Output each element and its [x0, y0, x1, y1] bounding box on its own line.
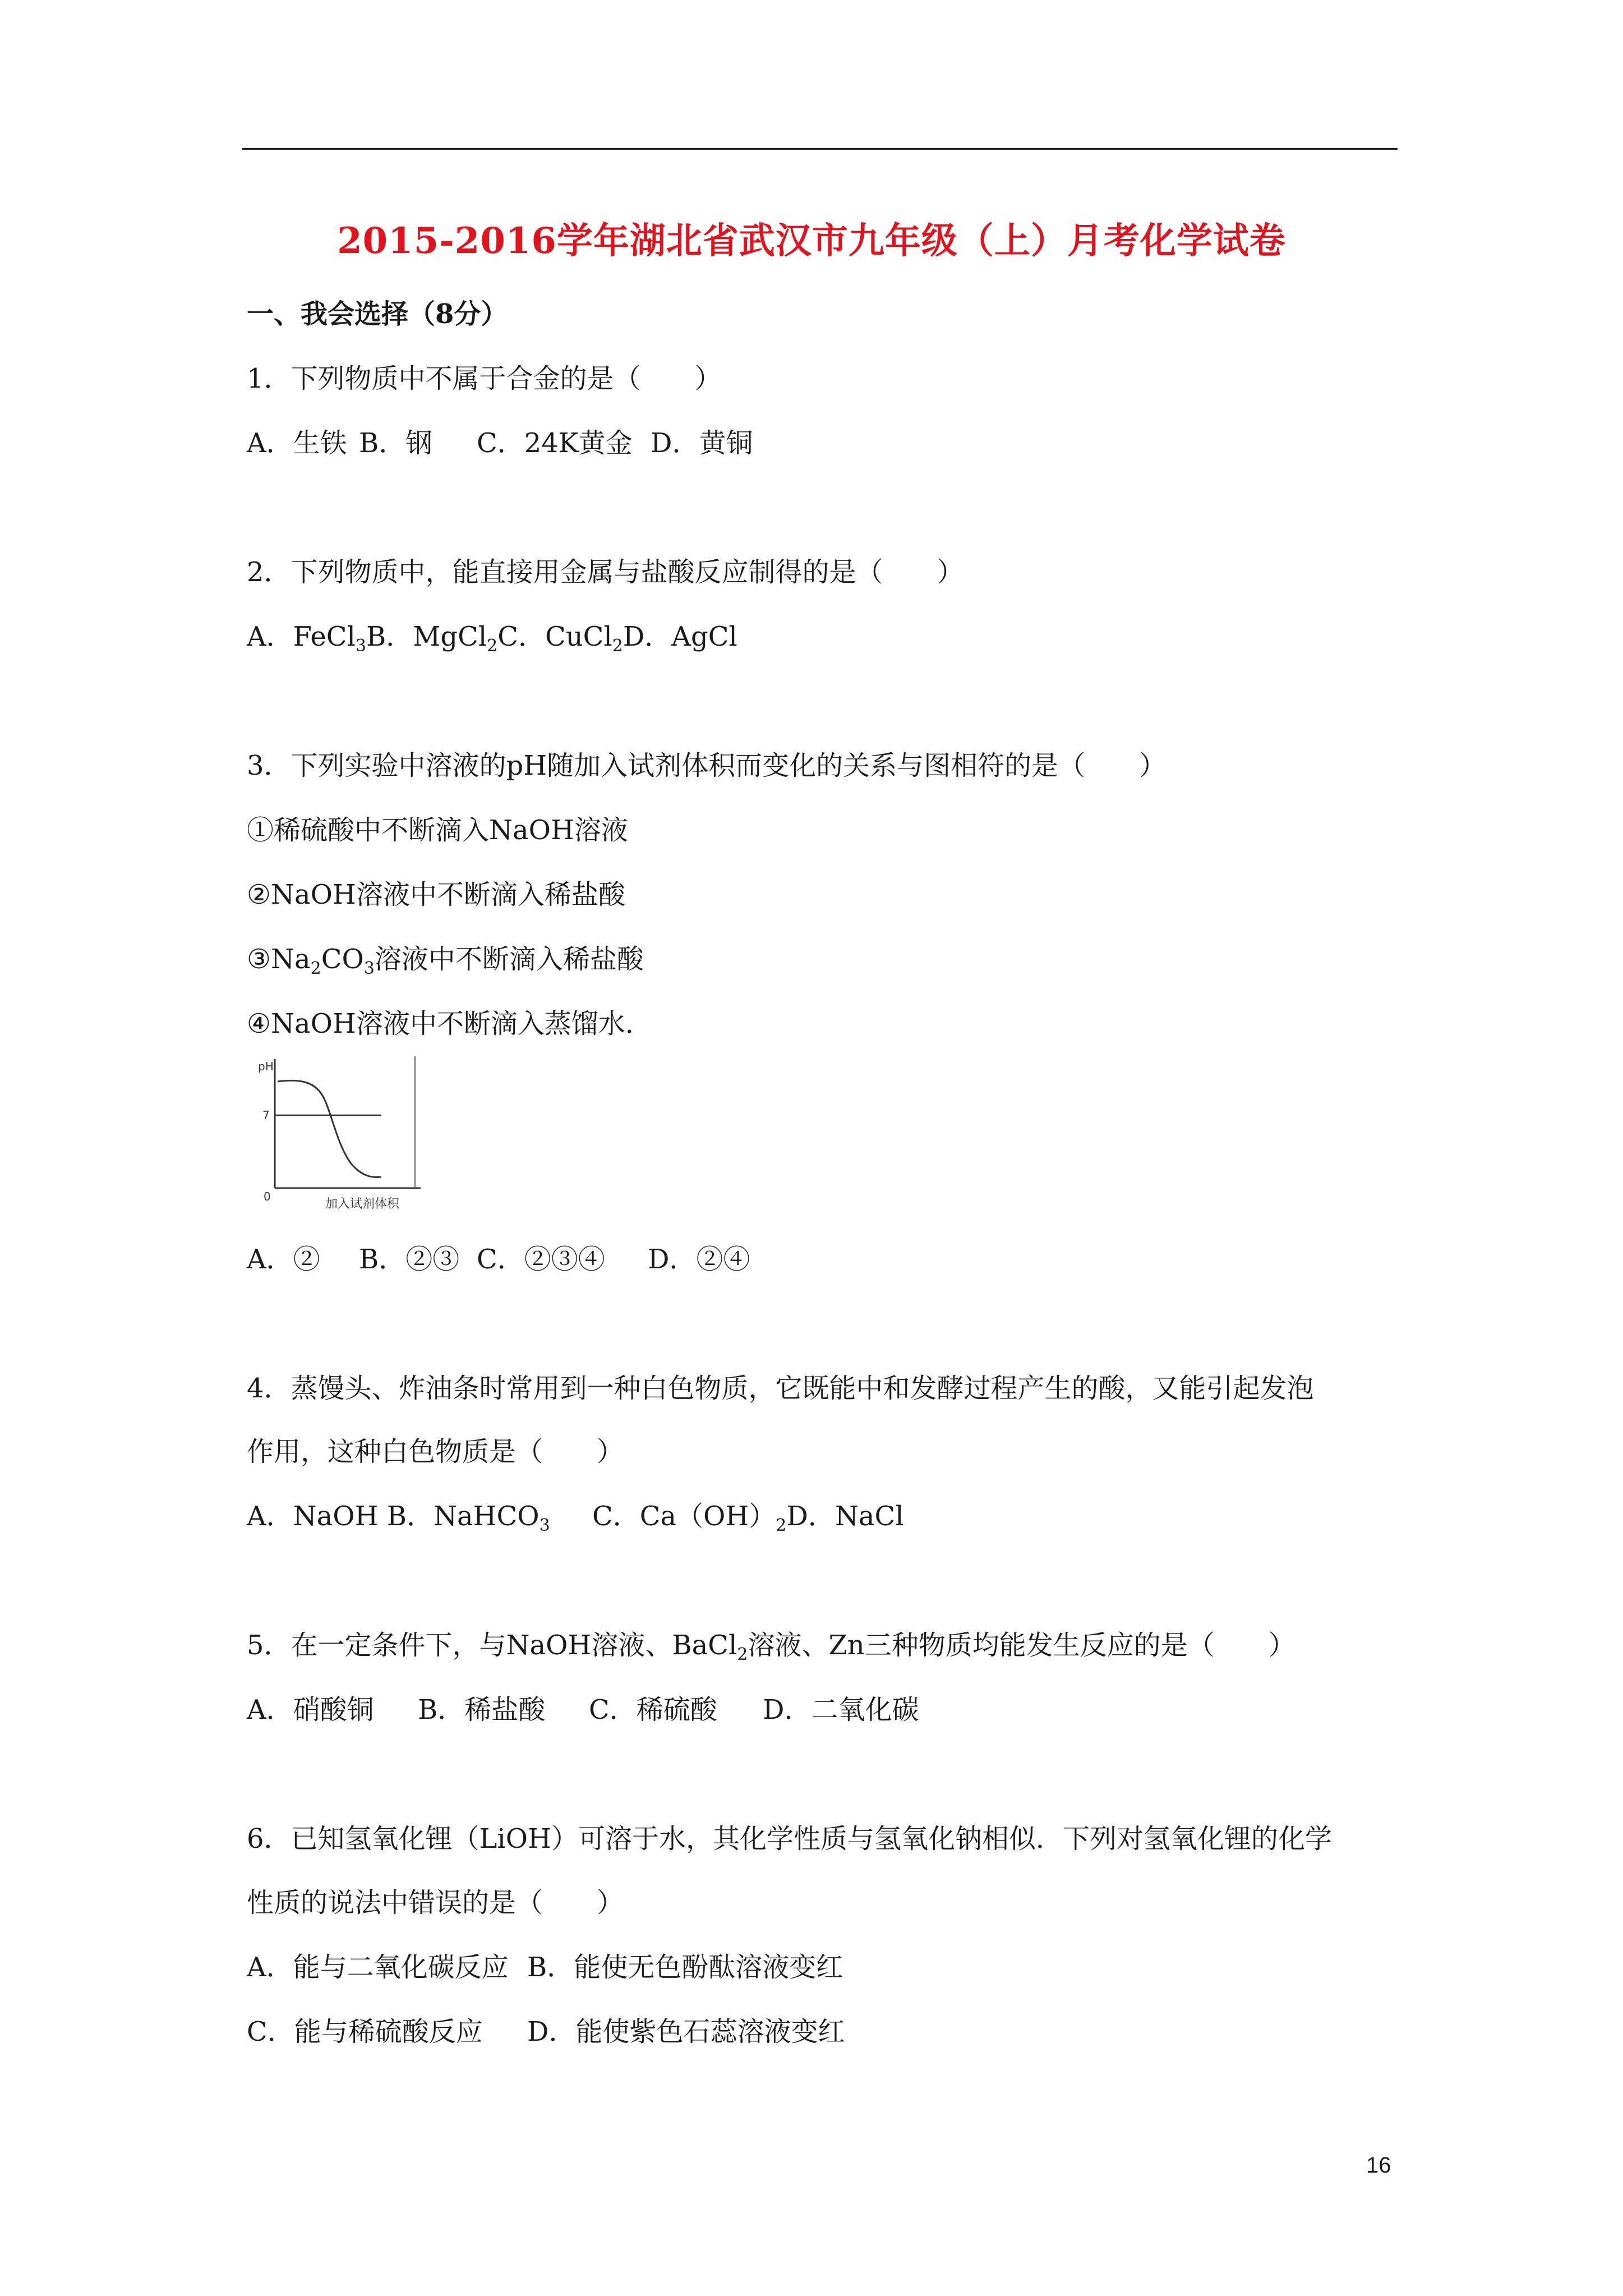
- q1-option-b: B．钢: [359, 427, 433, 459]
- q2-option-a: A．FeCl$_3$: [247, 621, 366, 656]
- q6-option-d: D．能使紫色石蕊溶液变红: [527, 2016, 845, 2047]
- graph-ph-curve: [278, 1080, 381, 1177]
- q5-option-d: D．二氧化碳: [763, 1694, 919, 1726]
- q5-option-c: C．稀硫酸: [589, 1694, 717, 1726]
- q6-option-b: B．能使无色酚酞溶液变红: [527, 1952, 843, 1983]
- q1-option-d: D．黄铜: [651, 427, 753, 459]
- q3-item-4: ④NaOH溶液中不断滴入蒸馏水．: [247, 1008, 652, 1039]
- graph-y-label: pH: [258, 1060, 274, 1073]
- q4-options: [247, 1499, 904, 1543]
- q2-option-c: C．CuCl$_2$: [497, 621, 623, 656]
- q3-option-c: C．②③④: [477, 1244, 605, 1275]
- q4-option-a: A．NaOH: [247, 1501, 379, 1532]
- q6-stem-line-2: 性质的说法中错误的是（ ）: [247, 1887, 624, 1918]
- q5-option-a: A．硝酸铜: [247, 1694, 374, 1726]
- ph-curve-graph: [247, 1048, 426, 1216]
- q2-option-d: D．AgCl: [623, 621, 737, 652]
- section-heading: 一、我会选择（8分）: [247, 298, 508, 330]
- q6-option-c: C．能与稀硫酸反应: [247, 2016, 483, 2047]
- q3-option-a: A．②: [247, 1244, 320, 1275]
- header-rule: [242, 148, 1398, 150]
- q2-stem: 2．下列物质中，能直接用金属与盐酸反应制得的是（ ）: [247, 556, 964, 588]
- graph-x-label: 加入试剂体积: [325, 1197, 400, 1211]
- graph-y-mark: 7: [262, 1108, 270, 1122]
- page-title: 2015-2016学年湖北省武汉市九年级（上）月考化学试卷: [337, 220, 1286, 262]
- graph-origin: 0: [264, 1190, 271, 1203]
- q3-option-d: D．②④: [648, 1244, 750, 1275]
- q5-stem: 5．在一定条件下，与NaOH溶液、BaCl$_2$溶液、Zn三种物质均能发生反应的是（ ）: [247, 1630, 1295, 1664]
- q3-item-3: $③Na_2CO_3$溶液中不断滴入稀盐酸: [247, 944, 644, 978]
- q3-item-2: ②NaOH溶液中不断滴入稀盐酸: [247, 879, 625, 910]
- q2-option-b: B．MgCl$_2$: [366, 621, 498, 656]
- q4-option-d: D．NaCl: [786, 1501, 904, 1532]
- q6-stem-line-1: 6．已知氢氧化锂（LiOH）可溶于水，其化学性质与氢氧化钠相似．下列对氢氧化锂的化学: [247, 1823, 1332, 1855]
- q4-option-b: B．NaHCO$_3$: [386, 1501, 550, 1535]
- q2-options: [247, 620, 737, 663]
- q1-stem: 1．下列物质中不属于合金的是（ ）: [247, 363, 722, 394]
- q5-option-b: B．稀盐酸: [418, 1694, 546, 1726]
- q4-stem-line-1: 4．蒸馒头、炸油条时常用到一种白色物质，它既能中和发酵过程产生的酸，又能引起发泡: [247, 1373, 1314, 1404]
- q1-option-c: C．24K黄金: [477, 427, 633, 459]
- q3-stem: 3．下列实验中溶液的pH随加入试剂体积而变化的关系与图相符的是（ ）: [247, 750, 1166, 781]
- q1-option-a: A．生铁: [247, 427, 347, 459]
- q4-stem-line-2: 作用，这种白色物质是（ ）: [247, 1436, 624, 1467]
- q3-option-b: B．②③: [359, 1244, 460, 1275]
- q4-option-c: C．$Ca(OH)_2$: [592, 1501, 787, 1535]
- page-number: 16: [1366, 2153, 1391, 2178]
- q3-item-1: ①稀硫酸中不断滴入NaOH溶液: [247, 815, 628, 846]
- q6-option-a: A．能与二氧化碳反应: [247, 1952, 509, 1983]
